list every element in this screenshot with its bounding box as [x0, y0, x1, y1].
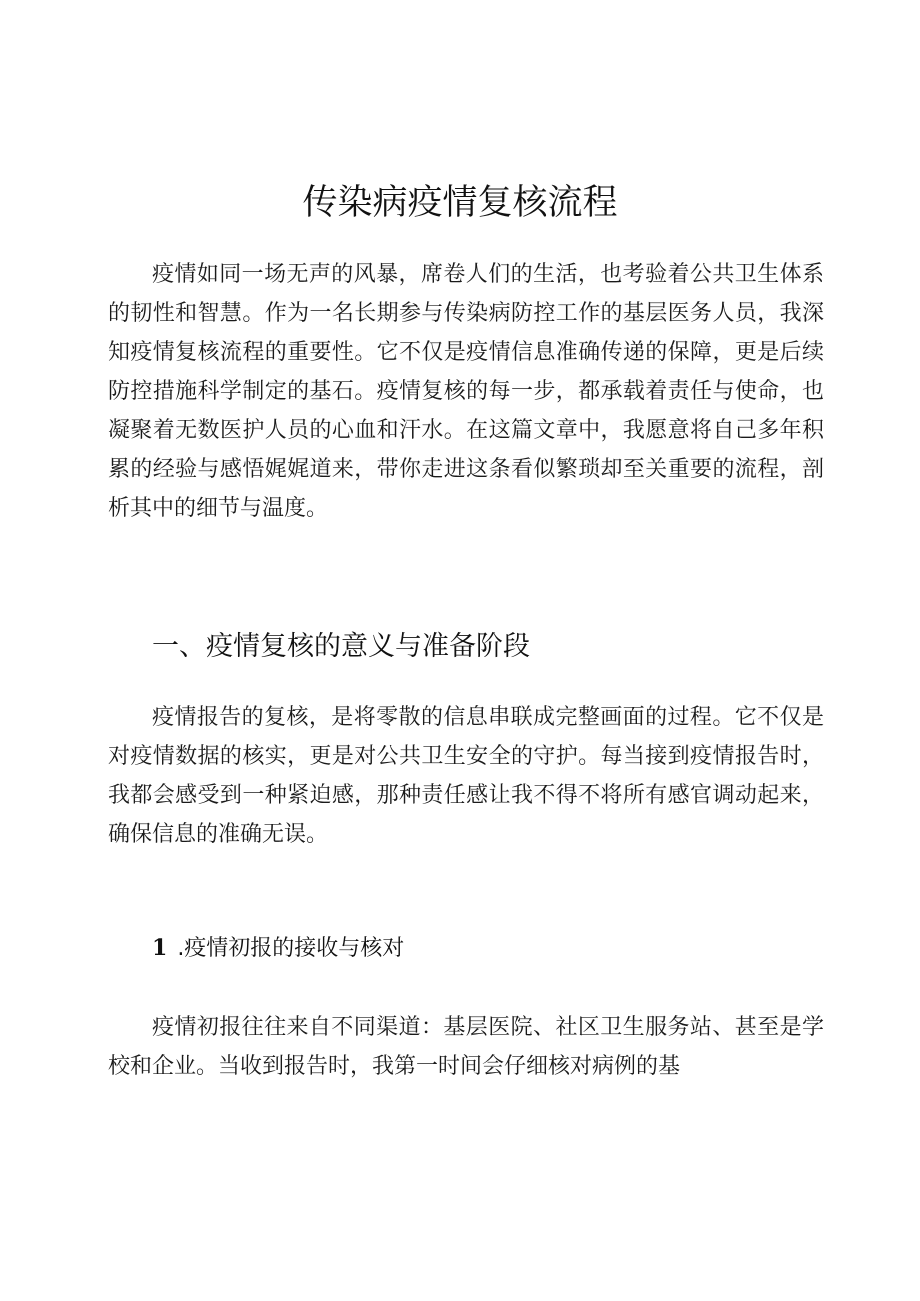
intro-paragraph: 疫情如同一场无声的风暴，席卷人们的生活，也考验着公共卫生体系的韧性和智慧。作为一名长期参与传染病防控工作的基层医务人员，我深知疫情复核流程的重要性。它不仅是疫情信息准确传递的保障，更是后续防控措施科学制定的基石。疫情复核的每一步，都承载着责任与使命，也凝聚着无数医护人员的心血和汗水。在这篇文章中，我愿意将自己多年积累的经验与感悟娓娓道来，带你走进这条看似繁琐却至关重要的流程，剖析其中的细节与温度。 — [108, 262, 824, 521]
subsection-paragraph: 疫情初报往往来自不同渠道：基层医院、社区卫生服务站、甚至是学校和企业。当收到报告时，我第一时间会仔细核对病例的基 — [108, 1015, 824, 1079]
subsection-heading — [152, 930, 404, 967]
document-title: 传染病疫情复核流程 — [302, 183, 618, 223]
subsection-number: 1 — [152, 935, 168, 961]
section-heading: 一、疫情复核的意义与准备阶段 — [152, 631, 530, 662]
subsection-heading-text: .疫情初报的接收与核对 — [177, 936, 405, 961]
section-paragraph: 疫情报告的复核，是将零散的信息串联成完整画面的过程。它不仅是对疫情数据的核实，更是对公共卫生安全的守护。每当接到疫情报告时，我都会感受到一种紧迫感，那种责任感让我不得不将所有感官调动起来，确保信息的准确无误。 — [108, 705, 824, 847]
